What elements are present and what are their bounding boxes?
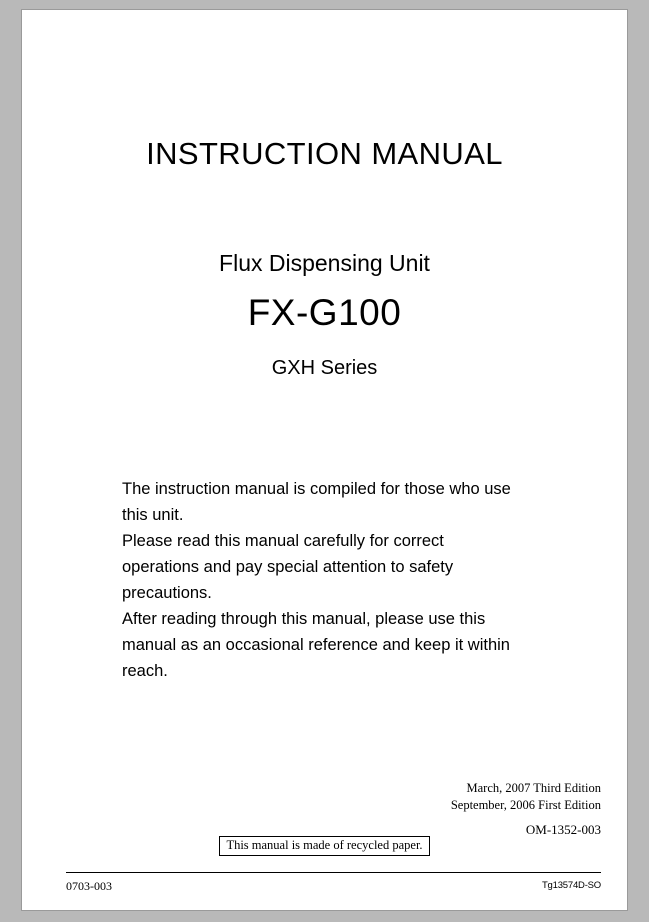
series-label: GXH Series bbox=[271, 357, 378, 379]
document-code: OM-1352-003 bbox=[525, 822, 601, 837]
footer-revision-code: Tg13574D-SO bbox=[541, 880, 601, 891]
recycled-paper-notice bbox=[22, 836, 627, 856]
footer-document-number: 0703-003 bbox=[66, 879, 112, 893]
intro-paragraph-3: After reading through this manual, please use this manual as an occasional reference and keep it within reach. bbox=[122, 610, 510, 680]
intro-paragraph-1: The instruction manual is compiled for those who use this unit. bbox=[122, 480, 511, 524]
intro-paragraph-2: Please read this manual carefully for correct operations and pay special attention to safety precautions. bbox=[122, 532, 454, 602]
model-number: FX-G100 bbox=[247, 292, 402, 333]
recycled-paper-label: This manual is made of recycled paper. bbox=[219, 836, 429, 856]
footer-divider bbox=[66, 872, 601, 873]
manual-cover-page bbox=[22, 10, 627, 910]
intro-text-block bbox=[122, 476, 522, 684]
page-title: INSTRUCTION MANUAL bbox=[146, 136, 503, 171]
edition-line-1: March, 2007 Third Edition bbox=[466, 781, 601, 795]
edition-line-2: September, 2006 First Edition bbox=[450, 798, 601, 812]
edition-dates bbox=[271, 780, 601, 814]
product-line-label: Flux Dispensing Unit bbox=[219, 250, 430, 276]
